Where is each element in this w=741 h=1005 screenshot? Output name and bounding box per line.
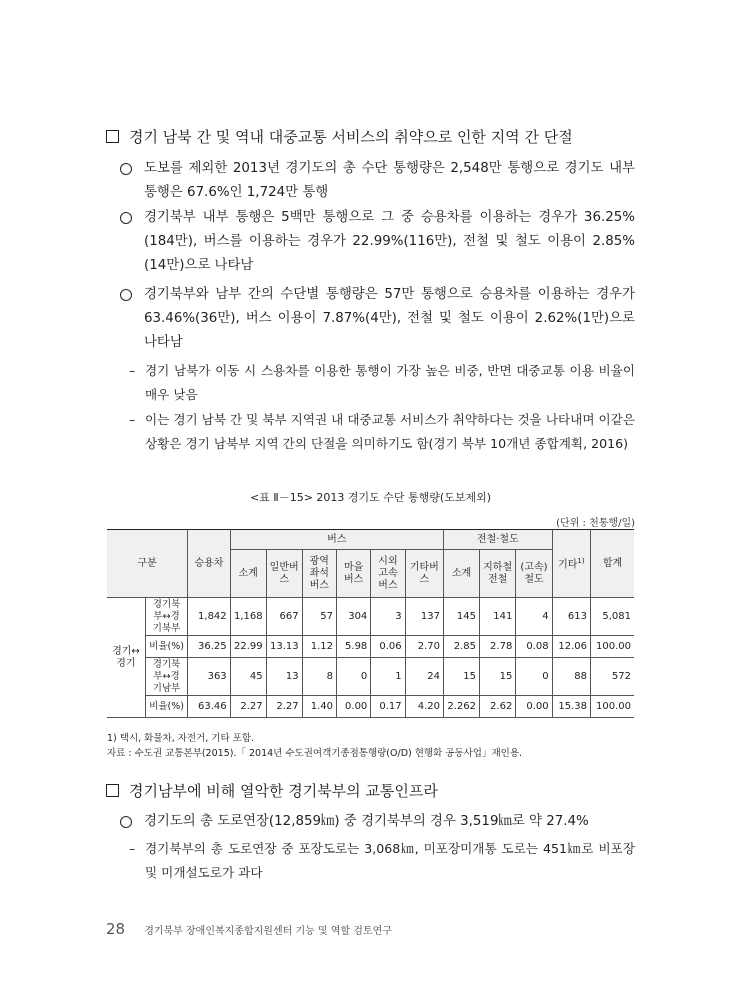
cell: 0.06 <box>371 636 405 658</box>
header-total: 합계 <box>591 530 634 598</box>
header-car: 승용차 <box>188 530 230 598</box>
cell: 0.00 <box>336 696 370 718</box>
header-bus: 버스 <box>230 530 443 550</box>
header-rail: 전철·철도 <box>443 530 552 550</box>
cell: 2.27 <box>266 696 302 718</box>
page-number: 28 <box>106 920 126 938</box>
section-heading-2: 경기남부에 비해 열악한 경기북부의 교통인프라 <box>106 780 438 801</box>
row-label: 경기북부↔경기북부 <box>145 598 187 636</box>
cell: 4 <box>516 598 552 636</box>
cell: 1.40 <box>302 696 336 718</box>
cell: 0 <box>516 658 552 696</box>
row-label: 비율(%) <box>145 636 187 658</box>
cell: 15 <box>443 658 479 696</box>
cell: 2.62 <box>479 696 515 718</box>
bullet-item <box>120 810 635 834</box>
cell: 12.06 <box>552 636 590 658</box>
cell: 613 <box>552 598 590 636</box>
header-bus-intercity: 시외고속버스 <box>371 550 405 598</box>
square-bullet-icon <box>106 130 119 143</box>
bullet-item <box>120 157 635 205</box>
bullet-text: 경기도의 총 도로연장(12,859㎞) 중 경기북부의 경우 3,519㎞로 약 27.4% <box>144 814 589 829</box>
dash-text: 경기북부의 총 도로연장 중 포장도로는 3,068㎞, 미포장미개통 도로는 451㎞로 비포장 및 미개설도로가 과다 <box>145 841 635 880</box>
square-bullet-icon <box>106 784 119 797</box>
cell: 8 <box>302 658 336 696</box>
cell: 5,081 <box>591 598 634 636</box>
table-row <box>107 636 634 658</box>
cell: 2.27 <box>230 696 266 718</box>
cell: 100.00 <box>591 636 634 658</box>
cell: 36.25 <box>188 636 230 658</box>
table-unit: (단위 : 천통행/일) <box>556 518 635 529</box>
cell: 1.12 <box>302 636 336 658</box>
circle-bullet-icon <box>120 289 132 301</box>
header-bus-express: 광역좌석버스 <box>302 550 336 598</box>
bullet-text: 경기북부 내부 통행은 5백만 통행으로 그 중 승용차를 이용하는 경우가 36.25%(184만), 버스를 이용하는 경우가 22.99%(116만), 전철 및 철도 이용이 2.85%(14만)으로 나타남 <box>144 210 635 273</box>
cell: 13 <box>266 658 302 696</box>
bullet-item <box>120 283 635 355</box>
cell: 0 <box>336 658 370 696</box>
row-label: 경기북부↔경기남부 <box>145 658 187 696</box>
group-label: 경기↔경기 <box>107 598 145 718</box>
section-heading-1: 경기 남북 간 및 역내 대중교통 서비스의 취약으로 인한 지역 간 단절 <box>106 126 573 147</box>
cell: 0.17 <box>371 696 405 718</box>
cell: 3 <box>371 598 405 636</box>
cell: 2.262 <box>443 696 479 718</box>
header-category: 구분 <box>107 530 188 598</box>
header-rail-highspeed: (고속)철도 <box>516 550 552 598</box>
header-other: 기타$^{1)}$ <box>552 530 590 598</box>
cell: 4.20 <box>405 696 443 718</box>
header-rail-subtotal: 소계 <box>443 550 479 598</box>
cell: 13.13 <box>266 636 302 658</box>
cell: 88 <box>552 658 590 696</box>
cell: 63.46 <box>188 696 230 718</box>
cell: 0.08 <box>516 636 552 658</box>
table-row <box>107 598 634 636</box>
header-rail-subway: 지하철전철 <box>479 550 515 598</box>
cell: 363 <box>188 658 230 696</box>
circle-bullet-icon <box>120 212 132 224</box>
header-bus-subtotal: 소계 <box>230 550 266 598</box>
bullet-text: 도보를 제외한 2013년 경기도의 총 수단 통행량은 2,548만 통행으로 경기도 내부 통행은 67.6%인 1,724만 통행 <box>144 161 635 200</box>
table-row <box>107 696 634 718</box>
cell: 2.85 <box>443 636 479 658</box>
cell: 2.70 <box>405 636 443 658</box>
dash-text: 이는 경기 남북 간 및 북부 지역권 내 대중교통 서비스가 취약하다는 것을 나타내며 이같은 상황은 경기 남북부 지역 간의 단절을 의미하기도 함(경기 북부 10개년 종합계획, 2016) <box>145 412 636 451</box>
cell: 22.99 <box>230 636 266 658</box>
header-bus-other: 기타버스 <box>405 550 443 598</box>
cell: 15.38 <box>552 696 590 718</box>
dash-item <box>129 837 635 885</box>
page-footer <box>106 919 392 938</box>
traffic-table <box>107 529 634 718</box>
footer-title: 경기북부 장애인복지종합지원센터 기능 및 역할 검토연구 <box>144 926 392 937</box>
cell: 304 <box>336 598 370 636</box>
row-label: 비율(%) <box>145 696 187 718</box>
cell: 2.78 <box>479 636 515 658</box>
header-bus-regular: 일반버스 <box>266 550 302 598</box>
cell: 1 <box>371 658 405 696</box>
circle-bullet-icon <box>120 163 132 175</box>
cell: 1,842 <box>188 598 230 636</box>
dash-bullet-icon: – <box>129 363 136 378</box>
cell: 141 <box>479 598 515 636</box>
table-caption: <표 Ⅱ－15> 2013 경기도 수단 통행량(도보제외) <box>249 491 492 504</box>
cell: 572 <box>591 658 634 696</box>
circle-bullet-icon <box>120 816 132 828</box>
dash-item <box>129 359 635 407</box>
table-row <box>107 658 634 696</box>
cell: 57 <box>302 598 336 636</box>
cell: 137 <box>405 598 443 636</box>
cell: 5.98 <box>336 636 370 658</box>
cell: 1,168 <box>230 598 266 636</box>
cell: 24 <box>405 658 443 696</box>
bullet-item <box>120 206 635 278</box>
cell: 15 <box>479 658 515 696</box>
bullet-text: 경기북부와 남부 간의 수단별 통행량은 57만 통행으로 승용차를 이용하는 경우가 63.46%(36만), 버스 이용이 7.87%(4만), 전철 및 철도 이용이 2.62%(1만)으로 나타남 <box>144 287 635 350</box>
cell: 667 <box>266 598 302 636</box>
dash-bullet-icon: – <box>129 412 136 427</box>
table-source: 자료 : 수도권 교통본부(2015).「 2014년 수도권여객기종점통행량(O/D) 현행화 공동사업」재인용. <box>107 748 523 759</box>
cell: 145 <box>443 598 479 636</box>
dash-item <box>129 408 635 456</box>
dash-text: 경기 남북가 이동 시 스용차를 이용한 통행이 가장 높은 비중, 반면 대중교통 이용 비율이 매우 낮음 <box>145 363 635 402</box>
dash-bullet-icon: – <box>129 841 136 856</box>
table-footnote: 1) 택시, 화물차, 자전거, 기타 포함. <box>107 733 255 744</box>
cell: 45 <box>230 658 266 696</box>
cell: 0.00 <box>516 696 552 718</box>
cell: 100.00 <box>591 696 634 718</box>
header-bus-village: 마을버스 <box>336 550 370 598</box>
